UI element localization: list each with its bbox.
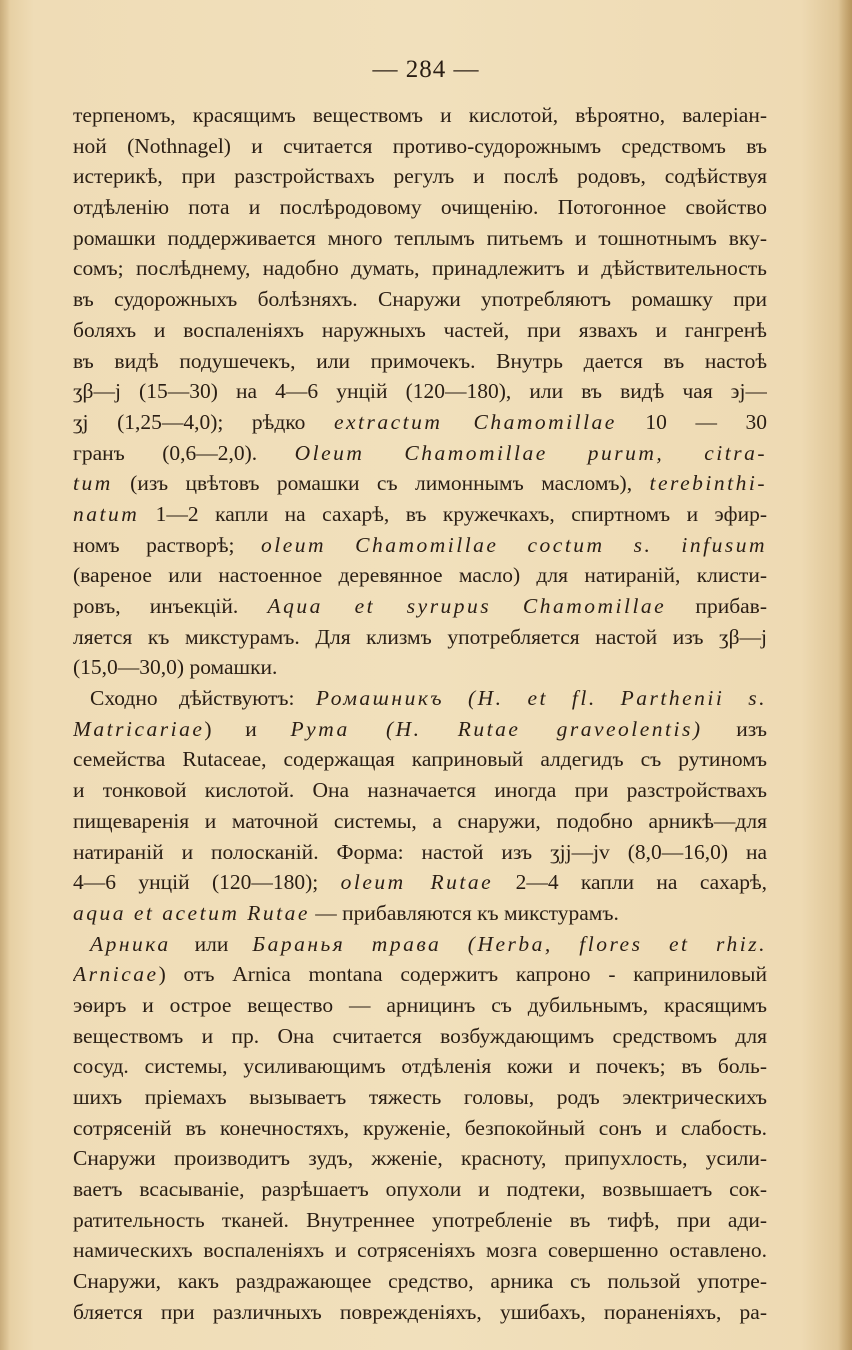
text-line — [73, 1235, 767, 1266]
text-line — [73, 1021, 767, 1052]
page-number: — 284 — — [372, 56, 480, 83]
latin-term: Рута (H. Rutae graveolentis) — [290, 716, 703, 741]
line-text: пищеваренія и маточной системы, а снаружи, подобно арникѣ—для — [73, 808, 767, 833]
text-line — [73, 837, 767, 868]
text-line — [73, 161, 767, 192]
text-line — [73, 622, 767, 653]
line-text: ʒj (1,25—4,0); рѣдко — [73, 409, 334, 434]
line-text: натираній и полосканій. Форма: настой изъ ʒjj—jv (8,0—16,0) на — [73, 839, 767, 864]
text-line — [73, 959, 767, 990]
text-line — [73, 898, 767, 929]
line-text: сосуд. системы, усиливающимъ отдѣленія кожи и почекъ; въ боль- — [73, 1054, 767, 1079]
line-text: (изъ цвѣтовъ ромашки съ лимоннымъ масломъ), — [112, 471, 650, 496]
text-line — [73, 284, 767, 315]
text-line — [73, 744, 767, 775]
line-text: (15,0—30,0) ромашки. — [73, 655, 278, 680]
line-text: (вареное или настоенное деревянное масло) для натираній, клисти- — [73, 563, 767, 588]
line-text: ) и — [204, 716, 291, 741]
latin-term: Matricariae — [73, 716, 205, 741]
text-line — [73, 499, 767, 530]
text-line — [73, 1174, 767, 1205]
line-text: ляется къ микстурамъ. Для клизмъ употребляется настой изъ ʒβ—j — [73, 624, 767, 649]
line-text: гранъ (0,6—2,0). — [73, 440, 295, 465]
line-text: 4—6 унцій (120—180); — [73, 870, 341, 895]
latin-term: natum — [73, 501, 140, 526]
line-text: эѳиръ и острое вещество — арницинъ съ дубильнымъ, красящимъ — [73, 992, 767, 1017]
latin-term: Arnicae — [73, 962, 159, 987]
text-line — [73, 1143, 767, 1174]
line-text: 1—2 капли на сахарѣ, въ кружечкахъ, спиртномъ и эфир- — [139, 501, 767, 526]
line-text: сомъ; послѣднему, надобно думать, принадлежитъ и дѣйствительность — [73, 256, 767, 281]
text-line — [73, 315, 767, 346]
latin-term: terebinthi- — [649, 471, 767, 496]
text-line — [73, 1113, 767, 1144]
line-text: веществомъ и пр. Она считается возбуждающимъ средствомъ для — [73, 1023, 767, 1048]
text-line — [73, 990, 767, 1021]
page-left-edge-shadow — [0, 0, 10, 1350]
line-text: шихъ пріемахъ вызываетъ тяжесть головы, родъ электрическихъ — [73, 1085, 767, 1109]
line-text: бляется при различныхъ поврежденіяхъ, ушибахъ, пораненіяхъ, ра- — [73, 1299, 767, 1324]
line-text: сотрясеній въ конечностяхъ, круженіе, безпокойный сонъ и слабость. — [73, 1115, 767, 1140]
line-text: Сходно дѣйствуютъ: — [90, 686, 316, 711]
latin-term: Aqua et syrupus Chamomillae — [267, 594, 667, 618]
line-text: ваетъ всасываніе, разрѣшаетъ опухоли и подтеки, возвышаетъ сок- — [73, 1177, 767, 1202]
text-line — [73, 131, 767, 162]
line-text: въ видѣ подушечекъ, или примочекъ. Внутрь дается въ настоѣ — [73, 348, 767, 373]
latin-term: Арника — [90, 931, 171, 956]
text-line — [73, 560, 767, 591]
line-text: прибав- — [666, 594, 767, 618]
latin-term: Баранья трава (Herba, flores et rhiz. — [252, 931, 767, 956]
line-text: изъ — [702, 716, 767, 741]
text-line — [73, 192, 767, 223]
text-line — [73, 591, 767, 622]
line-text: Снаружи производитъ зудъ, жженіе, красноту, припухлость, усили- — [73, 1146, 767, 1171]
text-line — [73, 775, 767, 806]
line-text: или — [170, 931, 253, 956]
line-text: — прибавляются къ микстурамъ. — [309, 900, 619, 925]
text-line — [73, 253, 767, 284]
text-line — [73, 1297, 767, 1328]
text-line — [73, 714, 767, 745]
latin-term: oleum Chamomillae coctum s. infusum — [261, 532, 767, 557]
latin-term: Ромашникъ (H. et fl. Parthenii s. — [315, 686, 767, 711]
latin-term: aqua et acetum Rutae — [73, 900, 310, 925]
latin-term: oleum Rutae — [340, 870, 494, 895]
line-text: ратительность тканей. Внутреннее употребленіе въ тифѣ, при ади- — [73, 1207, 767, 1232]
line-text: ромашки поддерживается много теплымъ питьемъ и тошнотнымъ вку- — [73, 225, 767, 250]
text-line — [73, 1082, 767, 1113]
line-text: ʒβ—j (15—30) на 4—6 унцій (120—180), или въ видѣ чая ϶j— — [73, 379, 767, 404]
text-line — [73, 100, 767, 131]
line-text: Снаружи, какъ раздражающее средство, арника съ пользой употре- — [73, 1269, 767, 1294]
text-line — [73, 223, 767, 254]
text-block — [73, 100, 767, 1328]
page-right-edge-shadow — [838, 0, 852, 1350]
text-line — [73, 1266, 767, 1297]
text-line — [73, 407, 767, 438]
text-line — [73, 806, 767, 837]
line-text: семейства Rutaceae, содержащая каприновый алдегидъ съ рутиномъ — [73, 747, 767, 772]
line-text: и тонковой кислотой. Она назначается иногда при разстройствахъ — [73, 778, 767, 803]
latin-term: tum — [73, 471, 113, 496]
text-line — [73, 683, 767, 714]
line-text: боляхъ и воспаленіяхъ наружныхъ частей, при язвахъ и гангренѣ — [73, 317, 767, 342]
line-text: 2—4 капли на сахарѣ, — [493, 870, 767, 895]
text-line — [73, 346, 767, 377]
line-text: ной (Nothnagel) и считается противо-судорожнымъ средствомъ въ — [73, 133, 767, 158]
line-text: намическихъ воспаленіяхъ и сотрясеніяхъ мозга совершенно оставлено. — [73, 1238, 767, 1263]
line-text: въ судорожныхъ болѣзняхъ. Снаружи употребляютъ ромашку при — [73, 287, 767, 312]
text-line — [73, 468, 767, 499]
text-line — [73, 530, 767, 561]
latin-term: Oleum Chamomillae purum, citra- — [294, 440, 767, 465]
line-text: истерикѣ, при разстройствахъ регулъ и послѣ родовъ, содѣйствуя — [73, 164, 767, 189]
line-text: терпеномъ, красящимъ веществомъ и кислотой, вѣроятно, валеріан- — [73, 103, 767, 127]
text-line — [73, 652, 767, 683]
line-text: отдѣленію пота и послѣродовому очищенію. Потогонное свойство — [73, 195, 767, 220]
line-text: ровъ, инъекцій. — [73, 594, 268, 618]
text-line — [73, 929, 767, 960]
text-line — [73, 376, 767, 407]
text-line — [73, 1051, 767, 1082]
text-line — [73, 867, 767, 898]
latin-term: extractum Chamomillae — [333, 409, 617, 434]
line-text: ) отъ Arnica montana содержитъ капроно - каприниловый — [158, 962, 767, 987]
line-text: номъ растворѣ; — [73, 532, 262, 557]
text-line — [73, 438, 767, 469]
line-text: 10 — 30 — [616, 409, 767, 434]
text-line — [73, 1205, 767, 1236]
